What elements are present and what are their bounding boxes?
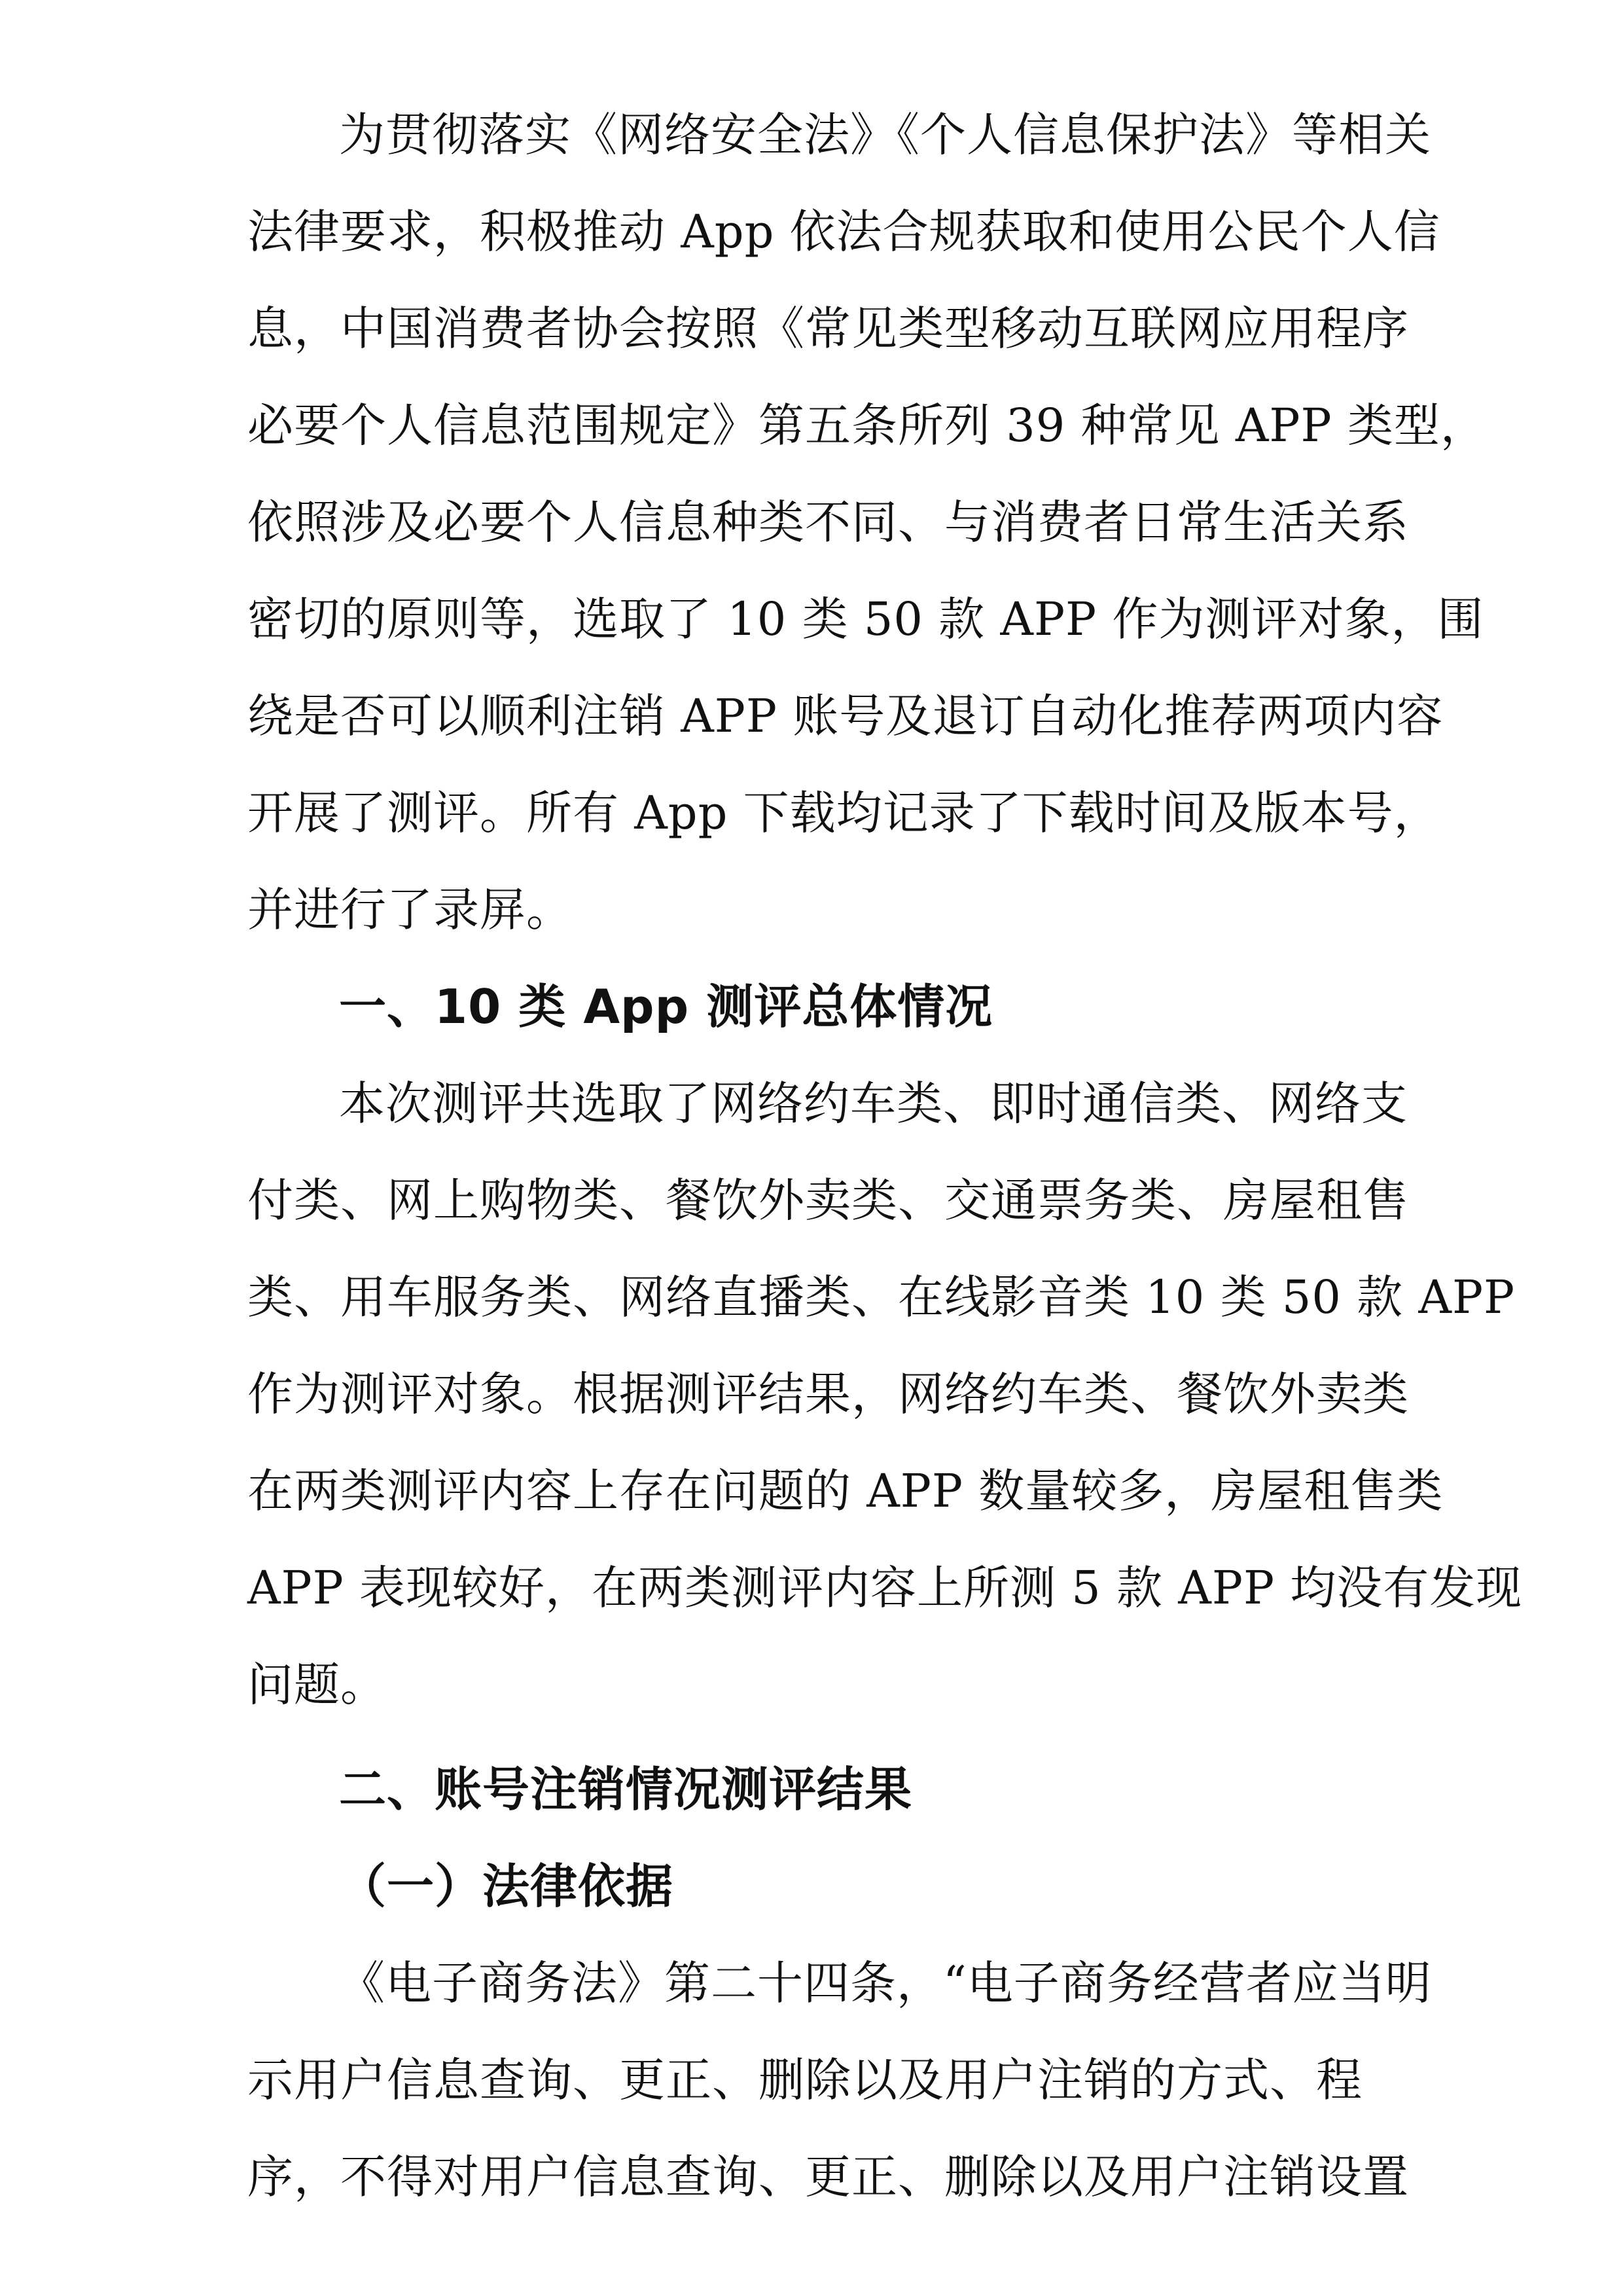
paragraph-line: 法律要求，积极推动 App 依法合规获取和使用公民个人信 (247, 205, 1440, 259)
subsection-heading: （一）法律依据 (339, 1859, 674, 1914)
paragraph-line: 本次测评共选取了网络约车类、即时通信类、网络支 (339, 1077, 1408, 1130)
paragraph-line: 类、用车服务类、网络直播类、在线影音类 10 类 50 款 APP (247, 1270, 1516, 1324)
paragraph-line: 付类、网上购物类、餐饮外卖类、交通票务类、房屋租售 (247, 1174, 1409, 1227)
paragraph-line: 绕是否可以顺利注销 APP 账号及退订自动化推荐两项内容 (247, 689, 1444, 743)
paragraph-line: 作为测评对象。根据测评结果，网络约车类、餐饮外卖类 (247, 1367, 1409, 1421)
paragraph-line: APP 表现较好，在两类测评内容上所测 5 款 APP 均没有发现 (247, 1561, 1523, 1615)
paragraph-line: 并进行了录屏。 (247, 883, 573, 937)
paragraph-line: 开展了测评。所有 App 下载均记录了下载时间及版本号， (247, 786, 1440, 840)
paragraph-line: 示用户信息查询、更正、删除以及用户注销的方式、程 (247, 2053, 1363, 2107)
paragraph-line: 《电子商务法》第二十四条，“电子商务经营者应当明 (339, 1956, 1432, 2010)
paragraph-line: 序，不得对用户信息查询、更正、删除以及用户注销设置 (247, 2150, 1409, 2204)
paragraph-line: 问题。 (247, 1658, 387, 1712)
paragraph-line: 为贯彻落实《网络安全法》《个人信息保护法》等相关 (339, 108, 1431, 162)
section-heading: 二、账号注销情况测评结果 (339, 1762, 913, 1817)
paragraph-line: 密切的原则等，选取了 10 类 50 款 APP 作为测评对象，围 (247, 592, 1484, 646)
section-heading: 一、10 类 App 测评总体情况 (339, 979, 993, 1034)
paragraph-line: 必要个人信息范围规定》第五条所列 39 种常见 APP 类型， (247, 399, 1487, 452)
paragraph-line: 在两类测评内容上存在问题的 APP 数量较多，房屋租售类 (247, 1464, 1444, 1518)
paragraph-line: 息，中国消费者协会按照《常见类型移动互联网应用程序 (247, 302, 1409, 355)
paragraph-line: 依照涉及必要个人信息种类不同、与消费者日常生活关系 (247, 495, 1409, 549)
